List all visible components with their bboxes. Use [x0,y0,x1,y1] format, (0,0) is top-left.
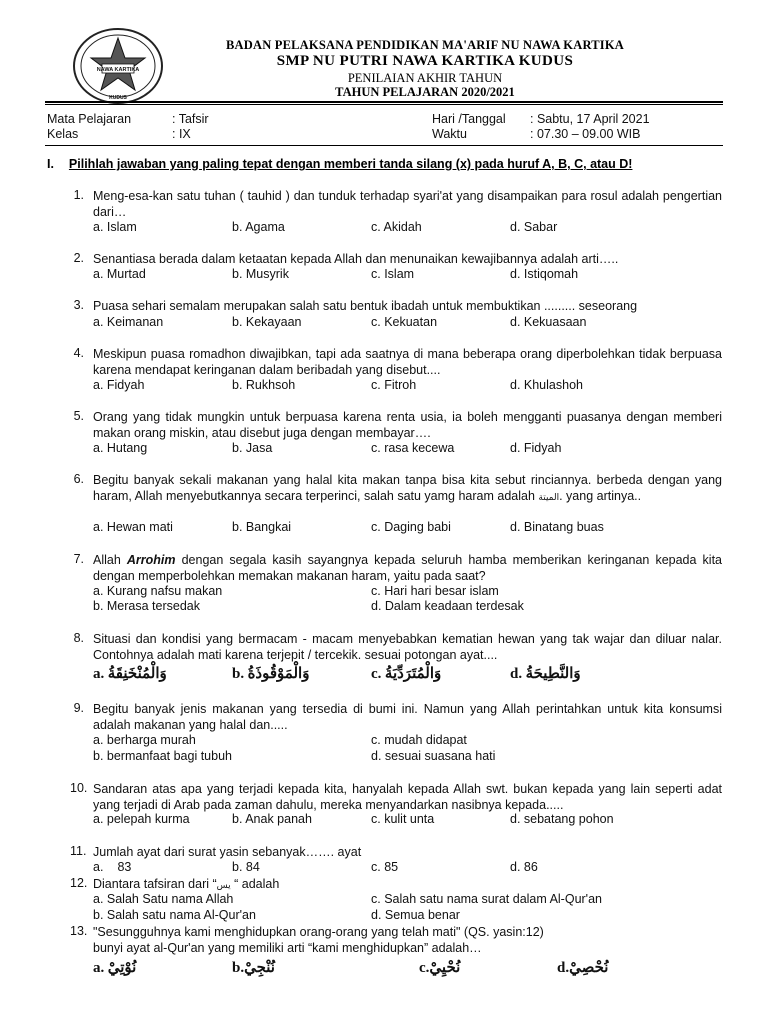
question-text-part: Allah [93,553,121,567]
option-b: b. bermanfaat bagi tubuh [93,749,232,763]
option-d: d. Khulashoh [510,378,583,392]
option-a: a. Islam [93,220,137,234]
option-b: b. Jasa [232,441,273,455]
option-b: b. Rukhsoh [232,378,296,392]
option-b: b. Kekayaan [232,315,302,329]
academic-year: TAHUN PELAJARAN 2020/2021 [335,85,515,99]
option-a [93,860,131,874]
option-c: c. Kekuatan [371,315,438,329]
question-number: 4. [73,346,84,360]
question-text-part: Diantara tafsiran dari “ [93,877,217,891]
option-label: d. [510,666,523,682]
question-number: 6. [73,472,84,486]
question-number: 9. [73,701,84,715]
question-number: 5. [73,409,84,423]
option-label: b. [232,666,245,682]
option-a: a. Murtad [93,267,146,281]
arabic-option: وَالنَّطِيحَةُ [525,664,581,682]
option-c: c. rasa kecewa [371,441,455,455]
instruction-text: Pilihlah jawaban yang paling tepat dengan memberi tanda silang (x) pada huruf A, B, C, atau D! [68,157,633,171]
question-number: 2. [73,251,84,265]
option-b: b. Merasa tersedak [93,599,200,613]
class-value: : IX [172,127,191,141]
option-d: d. sesuai suasana hati [371,749,496,763]
option-label: c. [419,960,430,976]
option-b: b. Bangkai [232,520,292,534]
logo-text-bottom: KUDUS [109,95,127,101]
header-divider-thin [45,104,723,105]
option-a: a. Keimanan [93,315,164,329]
question-text-line2: bunyi ayat al-Qur'an yang memiliki arti “kami menghidupkan” adalah… [93,941,482,955]
question-text: Jumlah ayat dari surat yasin sebanyak……. ayat [93,845,362,859]
date-value: : Sabtu, 17 April 2021 [530,112,650,126]
question-number: 1. [73,188,84,202]
option-c: c. Islam [371,267,415,281]
question-text-part: “ adalah [234,877,280,891]
subject-label: Mata Pelajaran [47,112,132,126]
question-text: Situasi dan kondisi yang bermacam - macam menyebabkan kematian hewan yang tak wajar dan diluar nalar. Contohnya adalah mati karena terjepit / tercekik. sesuai potongan ayat.... [93,632,722,662]
option-d: d. 86 [510,860,538,874]
option-d: d. Dalam keadaan terdesak [371,599,524,613]
option-c: c. Daging babi [371,520,451,534]
option-d: d. Kekuasaan [510,315,587,329]
question-text: Meng-esa-kan satu tuhan ( tauhid ) dan tunduk terhadap syari'at yang disampaikan para rosul adalah pengertian dari… [93,189,722,219]
option-b: b. Anak panah [232,812,312,826]
arabic-option: نُحْصِيْ [569,958,609,976]
option-a [93,664,167,683]
option-label: a. [93,666,105,682]
question-number: 13. [70,924,88,938]
option-b [232,958,275,977]
org-name: BADAN PELAKSANA PENDIDIKAN MA'ARIF NU NAWA KARTIKA [225,38,624,52]
date-label: Hari /Tanggal [432,112,506,126]
time-value: : 07.30 – 09.00 WIB [530,127,641,141]
option-a [93,958,136,977]
arabic-option: نُنْجِيْ [244,958,275,976]
option-d: d. Sabar [510,220,558,234]
arabic-option: وَالْمُتَرَدِّيَةُ [384,664,442,682]
question-number: 8. [73,631,84,645]
option-d: d. Binatang buas [510,520,604,534]
option-label: b. [232,960,245,976]
question-text: Senantiasa berada dalam ketaatan kepada Allah dan menunaikan kewajibannya adalah arti….. [93,252,619,266]
option-label: a. [93,860,104,874]
question-text-part: Begitu banyak sekali makanan yang halal kita makan tanpa bisa kita sebut rinciannya. berbeda dengan yang haram, Allah menyebutkannya secara terperinci, salah satu yamg haram adalah [93,473,722,503]
option-value: 83 [117,860,132,874]
time-label: Waktu [432,127,467,141]
question-text-part: . yang artinya.. [559,489,642,503]
question-text: Orang yang tidak mungkin untuk berpuasa karena renta usia, ia boleh mengganti puasanya dengan memberi makan orang miskin, atau disebut juga dengan membayar…. [93,410,722,440]
question-text: Puasa sehari semalam merupakan salah satu bentuk ibadah untuk membuktikan ......... seseorang [93,299,638,313]
option-d: d. Fidyah [510,441,562,455]
arabic-word: الميتة [538,493,560,503]
option-d [557,958,608,977]
question-number: 12. [70,876,88,890]
option-a: a. Hutang [93,441,148,455]
option-d: d. Semua benar [371,908,460,922]
question-text-part: dengan segala kasih sayangnya kepada seluruh hamba memberikan keringanan kepada kita dengan memperbolehkan memakan makanan haram, yaitu pada saat? [93,553,722,583]
info-divider [45,145,723,146]
question-number: 3. [73,298,84,312]
option-c: c. mudah didapat [371,733,467,747]
option-a: a. Hewan mati [93,520,173,534]
subject-value: : Tafsir [172,112,209,126]
option-c [371,664,441,683]
option-c: c. Hari hari besar islam [371,584,499,598]
arabic-option: وَالْمُنْخَنِقَةُ [107,664,167,682]
option-d [510,664,581,683]
question-text [93,552,722,584]
option-a: a. Fidyah [93,378,145,392]
arabic-option: نُوْتِيْ [107,958,137,976]
header-divider [45,101,723,103]
option-a: a. Salah Satu nama Allah [93,892,234,906]
option-c: c. Fitroh [371,378,417,392]
question-number: 7. [73,552,84,566]
school-logo-icon [72,26,164,106]
option-a: a. Kurang nafsu makan [93,584,223,598]
option-c: c. 85 [371,860,399,874]
option-label: a. [93,960,105,976]
option-c: c. Akidah [371,220,422,234]
option-b: b. Agama [232,220,285,234]
question-text: Sandaran atas apa yang terjadi kepada kita, hanyalah kepada Allah swt. bukan kepada yang lain seperti adat yang terjadi di Arab pada zaman dahulu, mereka menyandarkan nasibnya kepada..... [93,782,722,812]
option-b: b. Salah satu nama Al-Qur'an [93,908,256,922]
option-b: b. 84 [232,860,260,874]
arabic-word: يس [216,881,231,891]
instruction [47,157,632,171]
option-a: a. berharga murah [93,733,196,747]
exam-title: PENILAIAN AKHIR TAHUN [347,71,503,85]
instruction-number: I. [47,157,54,171]
option-b: b. Musyrik [232,267,289,281]
question-text: Begitu banyak jenis makanan yang tersedia di bumi ini. Namun yang Allah perintahkan untuk kita konsumsi adalah makanan yang halal dan..... [93,702,722,732]
class-label: Kelas [47,127,79,141]
option-a: a. pelepah kurma [93,812,190,826]
option-label: c. [371,666,382,682]
question-text: "Sesungguhnya kami menghidupkan orang-orang yang telah mati" (QS. yasin:12) [93,925,544,939]
option-c [419,958,460,977]
option-label: d. [557,960,570,976]
question-text: Meskipun puasa romadhon diwajibkan, tapi ada saatnya di mana beberapa orang diperbolehkan tidak berpuasa karena mendapat keringanan dalam beribadah yang disebut.... [93,347,722,377]
option-d: d. Istiqomah [510,267,579,281]
logo-text-top: NAWA KARTIKA [96,67,140,73]
question-text [93,472,722,506]
arabic-option: وَالْمَوْقُوذَةُ [247,664,310,682]
bold-word: Arrohim [126,553,176,567]
question-number: 11. [70,844,87,858]
arabic-option: نُحْيِيْ [429,958,461,976]
school-name: SMP NU PUTRI NAWA KARTIKA KUDUS [276,53,574,69]
option-c: c. Salah satu nama surat dalam Al-Qur'an [371,892,602,906]
question-number: 10. [70,781,88,795]
option-b [232,664,309,683]
option-c: c. kulit unta [371,812,435,826]
option-d: d. sebatang pohon [510,812,614,826]
